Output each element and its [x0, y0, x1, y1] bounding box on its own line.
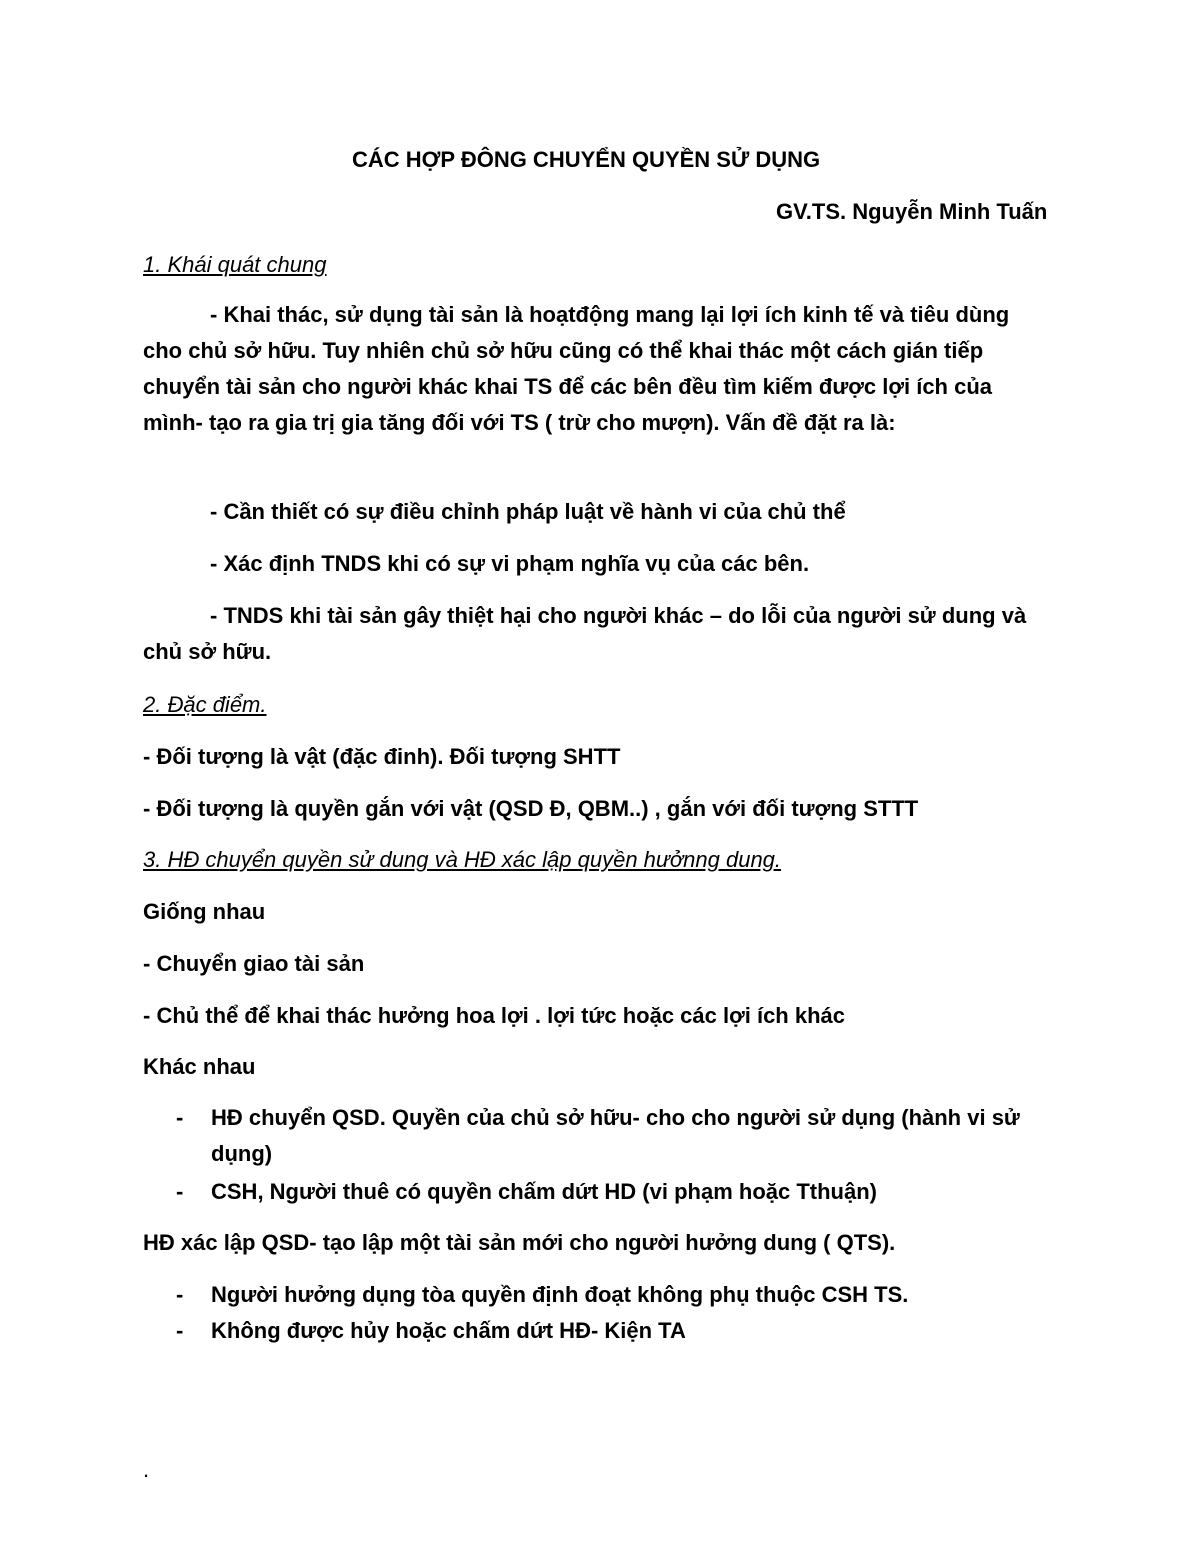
section-3-heading: 3. HĐ chuyển quyền sử dung và HĐ xác lập quyền hưởnng dung.	[143, 847, 782, 872]
establishment-item-2: Không được hủy hoặc chấm dứt HĐ- Kiện TA	[211, 1318, 686, 1343]
similarities-label: Giống nhau	[143, 899, 266, 924]
list-dash: -	[176, 1105, 184, 1130]
section-1-item-1: - Cần thiết có sự điều chỉnh pháp luật về hành vi của chủ thể	[210, 499, 846, 524]
establishment-line: HĐ xác lập QSD- tạo lập một tài sản mới cho người hưởng dung ( QTS).	[143, 1230, 896, 1255]
list-dash: -	[176, 1179, 184, 1204]
section-1-item-3: - TNDS khi tài sản gây thiệt hại cho người khác – do lỗi của người sử dung và chủ sở hữu.	[143, 603, 1027, 664]
list-dash: -	[176, 1318, 184, 1343]
similarity-item-2: - Chủ thể để khai thác hưởng hoa lợi . lợi tức hoặc các lợi ích khác	[143, 1003, 846, 1028]
similarity-item-1: - Chuyển giao tài sản	[143, 951, 365, 976]
difference-item-1: HĐ chuyển QSD. Quyền của chủ sở hữu- cho cho người sử dụng (hành vi sử dụng)	[211, 1105, 1020, 1166]
section-1-heading: 1. Khái quát chung	[143, 252, 327, 277]
footer-mark: .	[143, 1457, 150, 1482]
section-1-item-2: - Xác định TNDS khi có sự vi phạm nghĩa vụ của các bên.	[210, 551, 810, 576]
section-2-heading: 2. Đặc điểm.	[143, 692, 267, 717]
author-line: GV.TS. Nguyễn Minh Tuấn	[776, 199, 1048, 224]
establishment-item-1: Người hưởng dụng tòa quyền định đoạt không phụ thuộc CSH TS.	[211, 1282, 909, 1307]
document-title: CÁC HỢP ĐÔNG CHUYỂN QUYỀN SỬ DỤNG	[352, 147, 821, 172]
difference-item-2: CSH, Người thuê có quyền chấm dứt HD (vi phạm hoặc Tthuận)	[211, 1179, 877, 1204]
section-2-line-2: - Đối tượng là quyền gắn với vật (QSD Đ, QBM..) , gắn với đối tượng STTT	[143, 796, 919, 821]
section-1-paragraph: - Khai thác, sử dụng tài sản là hoạtđộng mang lại lợi ích kinh tế và tiêu dùng cho chủ sở hữu. Tuy nhiên chủ sở hữu cũng có thể khai thác một cách gián tiếp chuyển tài sản cho người khác khai TS để các bên đều tìm kiếm được lợi ích của mình- tạo ra gia trị gia tăng đối với TS ( trừ cho mượn). Vấn đề đặt ra là:	[143, 302, 1010, 435]
list-dash: -	[176, 1282, 184, 1307]
differences-label: Khác nhau	[143, 1054, 256, 1079]
section-2-line-1: - Đối tượng là vật (đặc đinh). Đối tượng SHTT	[143, 744, 621, 769]
